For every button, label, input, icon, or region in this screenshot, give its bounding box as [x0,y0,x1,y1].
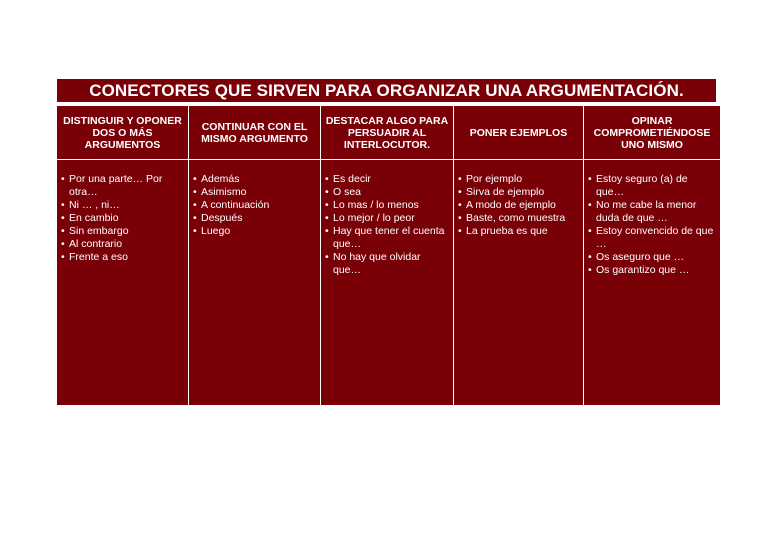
connector-list [588,173,716,277]
list-item: • En cambio [61,212,184,225]
list-item: • Frente a eso [61,251,184,264]
list-item: • No me cabe la menor duda de que … [588,199,716,225]
list-item: • Además [193,173,316,186]
header-cell-continue [189,106,320,159]
column-header: PONER EJEMPLOS [469,126,568,139]
list-item: • A modo de ejemplo [458,199,579,212]
column-header: DESTACAR ALGO PARA PERSUADIR AL INTERLOCUTOR. [325,114,449,151]
list-item: • Al contrario [61,238,184,251]
list-item: • Estoy convencido de que … [588,225,716,251]
list-item: • A continuación [193,199,316,212]
list-item: • Sin embargo [61,225,184,238]
list-item: • Os garantizo que … [588,264,716,277]
connectors-table [57,106,717,405]
list-item: • Por una parte… Por otra… [61,173,184,199]
body-cell-emphasize [321,160,453,405]
list-item: • Lo mas / lo menos [325,199,449,212]
body-cell-examples [454,160,583,405]
column-header: DISTINGUIR Y OPONER DOS O MÁS ARGUMENTOS [63,114,182,151]
connector-list [193,173,316,238]
list-item: • Ni … , ni… [61,199,184,212]
list-item: • Luego [193,225,316,238]
column-header: OPINAR COMPROMETIÉNDOSE UNO MISMO [593,114,711,151]
connector-list [458,173,579,238]
list-item: • Baste, como muestra [458,212,579,225]
column-header: CONTINUAR CON EL MISMO ARGUMENTO [201,120,308,145]
list-item: • No hay que olvidar que… [325,251,449,277]
list-item: • Estoy seguro (a) de que… [588,173,716,199]
list-item: • La prueba es que [458,225,579,238]
list-item: • Os aseguro que … [588,251,716,264]
header-cell-emphasize [321,106,453,159]
list-item: • Sirva de ejemplo [458,186,579,199]
page-title: CONECTORES QUE SIRVEN PARA ORGANIZAR UNA ARGUMENTACIÓN. [57,79,716,102]
list-item: • Asimismo [193,186,316,199]
list-item: • Es decir [325,173,449,186]
list-item: • Lo mejor / lo peor [325,212,449,225]
connector-list [61,173,184,264]
body-cell-opinion [584,160,720,405]
connector-list [325,173,449,277]
header-cell-opinion [584,106,720,159]
list-item: • Hay que tener el cuenta que… [325,225,449,251]
list-item: • Después [193,212,316,225]
header-cell-contrast [57,106,188,159]
header-cell-examples [454,106,583,159]
body-cell-contrast [57,160,188,405]
list-item: • O sea [325,186,449,199]
list-item: • Por ejemplo [458,173,579,186]
body-cell-continue [189,160,320,405]
